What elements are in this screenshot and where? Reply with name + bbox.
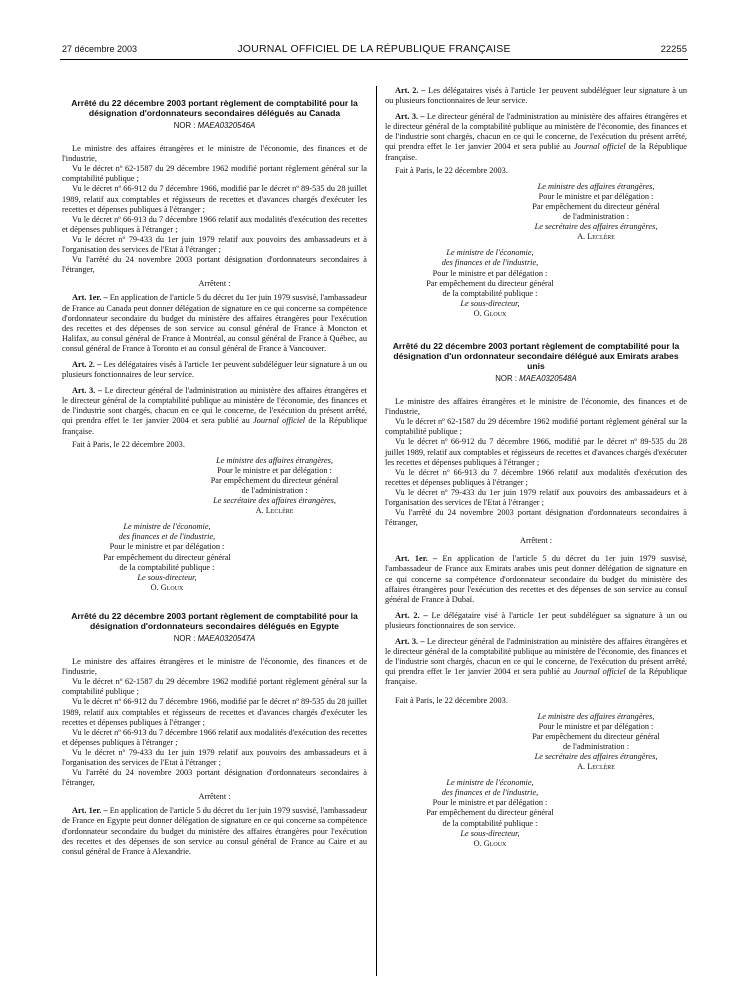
arretent-heading: Arrêtent : bbox=[198, 792, 231, 802]
signature-line: Pour le ministre et par délégation : bbox=[432, 798, 548, 808]
article-2 bbox=[385, 86, 687, 106]
signatory-name: A. Leclère bbox=[577, 232, 615, 242]
preamble-paragraph: Le ministre des affaires étrangères et le ministre de l'économie, des finances et de l'industrie, bbox=[385, 397, 687, 417]
fait-a-paris: Fait à Paris, le 22 décembre 2003. bbox=[395, 165, 508, 175]
signatory-name: O. Gloux bbox=[473, 308, 507, 318]
signature-line: Pour le ministre et par délégation : bbox=[109, 542, 225, 552]
article-1 bbox=[62, 293, 367, 354]
nor-line bbox=[62, 634, 367, 644]
signature-line: de la comptabilité publique : bbox=[442, 288, 538, 298]
article-label: Art. 2. – bbox=[395, 610, 428, 620]
arretent-heading: Arrêtent : bbox=[519, 536, 553, 546]
article-1 bbox=[385, 554, 687, 604]
left-column bbox=[62, 86, 367, 857]
article-3 bbox=[62, 386, 367, 436]
journal-officiel: Journal officiel bbox=[573, 667, 626, 677]
preamble-paragraph: Vu le décret nº 66-912 du 7 décembre 1966, modifié par le décret nº 89-535 du 28 juillet 1989, relatif aux comptables et régisseurs de recettes et d'avances chargés d'exécuter les recettes et dépenses publiques à l'étranger ; bbox=[62, 184, 367, 214]
fait-a-paris: Fait à Paris, le 22 décembre 2003. bbox=[72, 439, 185, 449]
preamble-paragraph: Vu l'arrêté du 24 novembre 2003 portant désignation d'ordonnateurs secondaires à l'étranger, bbox=[62, 768, 367, 788]
signatory-name: O. Gloux bbox=[473, 838, 507, 848]
preamble-paragraph: Vu le décret nº 66-913 du 7 décembre 1966 relatif aux modalités d'exécution des recettes et dépenses publiques à l'étranger ; bbox=[62, 214, 367, 234]
signature-line: Le secrétaire des affaires étrangères, bbox=[213, 496, 336, 506]
page-header bbox=[0, 0, 748, 60]
signature-line: des finances et de l'industrie, bbox=[441, 258, 539, 268]
signature-line: de la comptabilité publique : bbox=[119, 562, 215, 572]
arrete-title: Arrêté du 22 décembre 2003 portant règlement de comptabilité pour la désignation d'ordonnateurs secondaires délégués au Canada bbox=[71, 98, 358, 118]
arrete-title: Arrêté du 22 décembre 2003 portant règlement de comptabilité pour la désignation d'un ordonnateur secondaire délégué aux Emirats arabes unis bbox=[392, 340, 680, 371]
article-text: En application de l'article 5 du décret du 1er juin 1979 susvisé, l'ambassadeur de France aux Emirats arabes unis peut donner délégation de signature en ce qui concerne sa compétence d'ordonnateur secondaire du budget du ministère des affaires étrangères pour l'exécution des recettes et des dépenses de son service au consul général de France à Dubaï. bbox=[385, 554, 687, 604]
nor-line bbox=[385, 374, 687, 384]
signature-line: Le ministre de l'économie, bbox=[446, 248, 534, 258]
signature-line: Par empêchement du directeur général bbox=[426, 278, 554, 288]
article-text: Le directeur général de l'administration au ministère des affaires étrangères et le directeur général de la comptabilité publique au ministère de l'économie, des finances et de l'industrie sont chargés, chacun en ce qui le concerne, de l'exécution du présent arrêté, qui prendra effet le 1er janvier 2004 et sera publié au bbox=[385, 637, 687, 677]
article-label: Art. 2. – bbox=[72, 359, 102, 369]
signature-line: de l'administration : bbox=[241, 486, 308, 495]
signature-line: Par empêchement du directeur général bbox=[103, 552, 231, 562]
nor-label: NOR : bbox=[173, 121, 196, 130]
signature-line: Par empêchement du directeur général bbox=[210, 475, 339, 485]
signature-affaires-etrangeres bbox=[182, 456, 367, 517]
nor-code: MAEA0320548A bbox=[519, 373, 577, 383]
nor-label: NOR : bbox=[495, 373, 517, 383]
preamble-paragraph: Vu le décret nº 66-913 du 7 décembre 1966 relatif aux modalités d'exécution des recettes et dépenses publiques à l'étranger ; bbox=[385, 467, 687, 487]
signature-line: Par empêchement du directeur général bbox=[426, 808, 554, 818]
header-date: 27 décembre 2003 bbox=[62, 44, 138, 54]
fait-a-paris: Fait à Paris, le 22 décembre 2003. bbox=[395, 695, 508, 705]
signature-line: Pour le ministre et par délégation : bbox=[432, 268, 548, 278]
preamble-paragraph: Vu l'arrêté du 24 novembre 2003 portant désignation d'ordonnateurs secondaires à l'étranger, bbox=[385, 508, 687, 528]
nor-code: MAEA0320546A bbox=[197, 121, 256, 130]
journal-officiel: Journal officiel bbox=[573, 142, 626, 152]
article-label: Art. 1er. – bbox=[395, 554, 438, 564]
signature-line: Le sous-directeur, bbox=[137, 572, 197, 582]
article-text: En application de l'article 5 du décret du 1er juin 1979 susvisé, l'ambassadeur de France en Egypte peut donner délégation de signature en ce qui concerne sa compétence d'ordonnateur secondaire du budget du ministère des affaires étrangères pour l'exécution des recettes et des dépenses de son service au consul général de France au Caire et au consul général de France à Alexandrie. bbox=[62, 806, 367, 856]
article-label: Art. 1er. – bbox=[72, 293, 108, 303]
article-3 bbox=[385, 112, 687, 162]
arrete-title: Arrêté du 22 décembre 2003 portant règlement de comptabilité pour la désignation d'ordonnateurs secondaires délégués en Egypte bbox=[71, 610, 358, 631]
preamble-paragraph: Vu le décret nº 62-1587 du 29 décembre 1962 modifié portant règlement général sur la comptabilité publique ; bbox=[385, 417, 687, 437]
arrete-egypte-continued bbox=[385, 86, 687, 319]
signature-affaires-etrangeres bbox=[505, 712, 687, 773]
right-column bbox=[385, 86, 687, 849]
article-label: Art. 2. – bbox=[395, 86, 426, 95]
signature-economie bbox=[385, 778, 595, 849]
signature-line: Par empêchement du directeur général bbox=[532, 201, 660, 211]
signature-line: des finances et de l'industrie, bbox=[441, 788, 539, 798]
signature-line: Pour le ministre et par délégation : bbox=[217, 465, 332, 475]
signatory-name: O. Gloux bbox=[150, 582, 184, 592]
preamble-paragraph: Vu le décret nº 79-433 du 1er juin 1979 relatif aux pouvoirs des ambassadeurs et à l'organisation des services de l'Etat à l'étranger ; bbox=[385, 487, 687, 507]
article-label: Art. 1er. – bbox=[72, 806, 108, 816]
signature-line: Le ministre de l'économie, bbox=[446, 778, 534, 788]
preamble-paragraph: Vu le décret nº 66-912 du 7 décembre 1966, modifié par le décret nº 89-535 du 28 juillet 1989, relatif aux comptables et régisseurs de recettes et d'avances chargés d'exécuter les recettes et dépenses publiques à l'étranger ; bbox=[385, 437, 687, 467]
signature-line: de la comptabilité publique : bbox=[442, 818, 538, 828]
header-rule bbox=[60, 59, 688, 60]
arretent-heading: Arrêtent : bbox=[198, 279, 231, 289]
nor-label: NOR : bbox=[173, 633, 196, 643]
article-2 bbox=[385, 611, 687, 631]
header-title: JOURNAL OFFICIEL DE LA RÉPUBLIQUE FRANÇAISE bbox=[237, 43, 511, 55]
article-text: Le délégataire visé à l'article 1er peut subdéléguer sa signature à un ou plusieurs fonctionnaires de son service. bbox=[385, 610, 687, 630]
signature-line: Le sous-directeur, bbox=[460, 828, 520, 838]
signature-line: des finances et de l'industrie, bbox=[118, 532, 216, 542]
preamble-paragraph: Vu le décret nº 66-913 du 7 décembre 1966 relatif aux modalités d'exécution des recettes et dépenses publiques à l'étranger ; bbox=[62, 727, 367, 747]
signatory-name: A. Leclère bbox=[255, 506, 294, 516]
preamble-paragraph: Vu l'arrêté du 24 novembre 2003 portant désignation d'ordonnateurs secondaires à l'étranger, bbox=[62, 255, 367, 275]
signature-line: Le sous-directeur, bbox=[460, 298, 520, 308]
nor-line bbox=[62, 121, 367, 131]
signatory-name: A. Leclère bbox=[577, 762, 615, 772]
signature-line: de l'administration : bbox=[562, 741, 629, 751]
signature-line: Par empêchement du directeur général bbox=[532, 731, 660, 741]
preamble-paragraph: Vu le décret nº 66-912 du 7 décembre 1966, modifié par le décret nº 89-535 du 28 juillet 1989, relatif aux comptables et régisseurs de recettes et d'avances chargés d'exécuter les recettes et dépenses publiques à l'étranger ; bbox=[62, 697, 367, 727]
article-text: de la République française. bbox=[62, 416, 367, 436]
nor-code: MAEA0320547A bbox=[197, 633, 256, 643]
signature-affaires-etrangeres bbox=[505, 182, 687, 243]
signature-line: Pour le ministre et par délégation : bbox=[538, 721, 654, 731]
article-text: de la République française. bbox=[385, 667, 687, 687]
header-page-number: 22255 bbox=[660, 44, 687, 55]
preamble-paragraph: Vu le décret nº 62-1587 du 29 décembre 1962 modifié portant règlement général sur la comptabilité publique ; bbox=[62, 677, 367, 697]
article-text: En application de l'article 5 du décret du 1er juin 1979 susvisé, l'ambassadeur de France au Canada peut donner délégation de signature en ce qui concerne sa compétence d'ordonnateur secondaire du budget du ministère des affaires étrangères pour l'exécution des recettes et des dépenses de son service au consul général de France à Moncton et Halifax, au consul général de France à Montréal, au consul général de France à Québec, au consul général de France à Toronto et au consul général de France à Vancouver. bbox=[62, 293, 367, 353]
article-label: Art. 3. – bbox=[395, 637, 425, 647]
signature-line: Le secrétaire des affaires étrangères, bbox=[534, 222, 658, 232]
preamble-paragraph: Vu le décret nº 62-1587 du 29 décembre 1962 modifié portant règlement général sur la comptabilité publique ; bbox=[62, 164, 367, 184]
signature-economie bbox=[62, 522, 272, 593]
article-text: de la République française. bbox=[385, 142, 687, 162]
arrete-canada bbox=[62, 98, 367, 593]
signature-line: Le secrétaire des affaires étrangères, bbox=[534, 751, 658, 761]
article-label: Art. 3. – bbox=[72, 386, 103, 396]
signature-line: Le ministre des affaires étrangères, bbox=[537, 711, 655, 721]
preamble-paragraph: Le ministre des affaires étrangères et le ministre de l'économie, des finances et de l'industrie, bbox=[62, 657, 367, 677]
signature-line: Le ministre des affaires étrangères, bbox=[216, 455, 333, 465]
preamble-paragraph: Le ministre des affaires étrangères et le ministre de l'économie, des finances et de l'industrie, bbox=[62, 144, 367, 164]
arrete-emirats bbox=[385, 341, 687, 849]
preamble-paragraph: Vu le décret nº 79-433 du 1er juin 1979 relatif aux pouvoirs des ambassadeurs et à l'organisation des services de l'Etat à l'étranger ; bbox=[62, 234, 367, 255]
column-divider bbox=[376, 86, 377, 976]
signature-line: Le ministre des affaires étrangères, bbox=[537, 181, 655, 191]
signature-line: Le ministre de l'économie, bbox=[123, 522, 211, 532]
article-text: Le directeur général de l'administration au ministère des affaires étrangères et le directeur général de la comptabilité publique au ministère de l'économie, des finances et de l'industrie sont chargés, chacun en ce qui le concerne, de l'exécution du présent arrêté, qui prendra effet le 1er janvier 2004 et sera publié au bbox=[385, 112, 687, 152]
signature-line: Pour le ministre et par délégation : bbox=[538, 191, 654, 201]
arrete-egypte bbox=[62, 611, 367, 857]
signature-economie bbox=[385, 248, 595, 319]
article-text: Le directeur général de l'administration au ministère des affaires étrangères et le directeur général de la comptabilité publique au ministère de l'économie, des finances et de l'industrie sont chargés, chacun en ce qui le concerne, de l'exécution du présent arrêté, qui prendra effet le 1er janvier 2004 et sera publié au bbox=[62, 386, 367, 426]
signature-line: de l'administration : bbox=[562, 212, 629, 222]
article-label: Art. 3. – bbox=[395, 112, 425, 122]
article-text: Les délégataires visés à l'article 1er peuvent subdéléguer leur signature à un ou plusieurs fonctionnaires de leur service. bbox=[385, 86, 688, 106]
preamble-paragraph: Vu le décret nº 79-433 du 1er juin 1979 relatif aux pouvoirs des ambassadeurs et à l'organisation des services de l'Etat à l'étranger ; bbox=[62, 747, 367, 767]
journal-officiel: Journal officiel bbox=[253, 416, 306, 426]
article-2 bbox=[62, 360, 367, 380]
article-1 bbox=[62, 806, 367, 856]
article-3 bbox=[385, 637, 687, 687]
article-text: Les délégataires visés à l'article 1er peuvent subdéléguer leur signature à un ou plusieurs fonctionnaires de leur service. bbox=[62, 359, 367, 380]
